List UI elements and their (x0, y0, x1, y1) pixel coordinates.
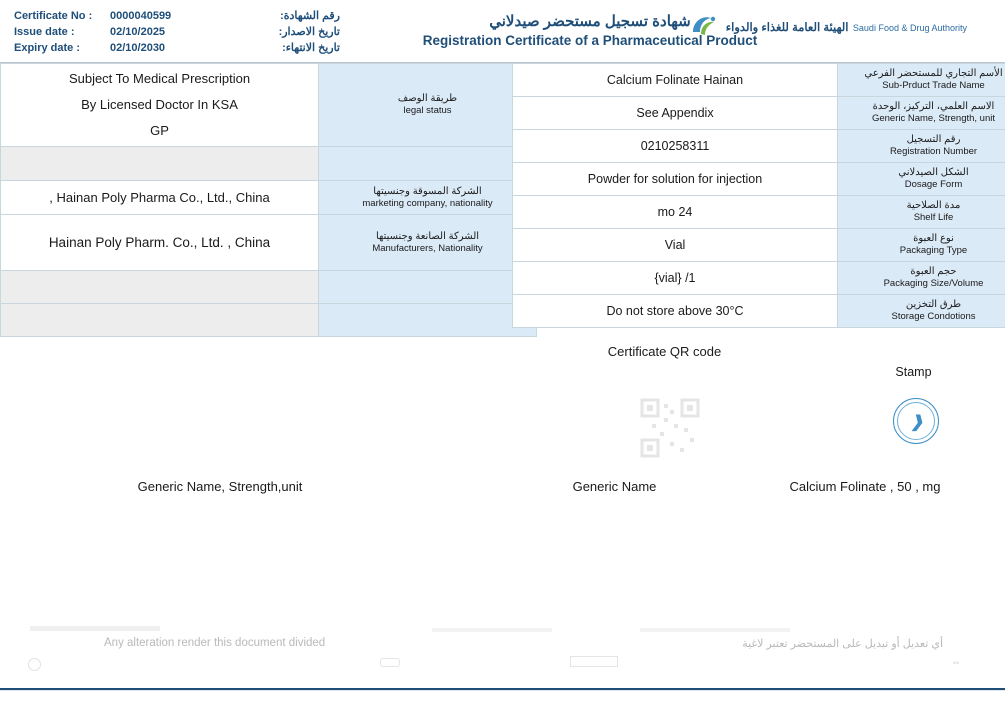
packaging-type-value: Vial (513, 229, 838, 262)
blank-value (1, 304, 319, 337)
marketing-company-value: , Hainan Poly Pharma Co., Ltd., China (1, 181, 319, 215)
authority-name-ar: الهيئة العامة للغذاء والدواء (726, 22, 849, 34)
footer-faint-mark (28, 658, 41, 671)
manufacturer-label-ar: الشركة الصانعة وجنسيتها (325, 231, 530, 243)
table-row (513, 64, 1005, 97)
expiry-date-label-ar: تاريخ الانتهاء: (230, 40, 340, 56)
blank-value (1, 271, 319, 304)
sub-product-trade-name-value: Calcium Folinate Hainan (513, 64, 838, 97)
packaging-size-label (838, 262, 1005, 295)
footer-faint-mark: •• (953, 658, 959, 668)
footer-faint-mark (640, 628, 790, 632)
table-row (1, 304, 537, 337)
table-row (1, 147, 537, 181)
stamp-caption: Stamp (824, 365, 1003, 379)
qr-code-caption: Certificate QR code (512, 344, 817, 359)
storage-conditions-value: Do not store above 30°C (513, 295, 838, 328)
expiry-date-value: 02/10/2030 (110, 40, 230, 56)
table-row (513, 229, 1005, 262)
packaging-type-label-ar: نوع العبوة (844, 233, 1005, 245)
table-row (1, 271, 537, 304)
table-row (513, 97, 1005, 130)
footer-faint-mark (570, 656, 618, 667)
packaging-type-label (838, 229, 1005, 262)
table-row (513, 262, 1005, 295)
certificate-no-value: 0000040599 (110, 8, 230, 24)
certificate-title-en: Registration Certificate of a Pharmaceutical Product (380, 32, 800, 50)
authority-name-en: Saudi Food & Drug Authority (853, 23, 967, 33)
appendix-generic-name-value: Calcium Folinate , 50 , mg (760, 479, 970, 494)
table-row (513, 163, 1005, 196)
blank-label (319, 304, 537, 337)
sfda-logo-icon (689, 12, 719, 42)
qr-code-icon (640, 398, 700, 458)
issue-date-label-ar: تاريخ الاصدار: (230, 24, 340, 40)
issue-date-label: Issue date : (14, 24, 110, 40)
appendix-generic-name-label: Generic Name (512, 479, 717, 494)
generic-name-strength-label-ar: الاسم العلمي، التركيز، الوحدة (844, 101, 1005, 113)
certificate-no-label-ar: رقم الشهادة: (230, 8, 340, 24)
packaging-size-label-en: Packaging Size/Volume (844, 278, 1005, 290)
header-field-row (14, 8, 374, 24)
header-field-row (14, 40, 374, 56)
legal-status-label (319, 64, 537, 147)
blank-value (1, 147, 319, 181)
legal-status-line: Subject To Medical Prescription (7, 66, 312, 92)
registration-number-label-ar: رقم التسجيل (844, 134, 1005, 146)
dosage-form-label (838, 163, 1005, 196)
packaging-size-label-ar: حجم العبوة (844, 266, 1005, 278)
packaging-size-value: {vial} /1 (513, 262, 838, 295)
dosage-form-label-ar: الشكل الصيدلاني (844, 167, 1005, 179)
sub-product-trade-name-label (838, 64, 1005, 97)
bottom-strip (0, 690, 1005, 712)
shelf-life-label-en: Shelf Life (844, 212, 1005, 224)
manufacturer-value: Hainan Poly Pharm. Co., Ltd. , China (1, 215, 319, 271)
shelf-life-value: mo 24 (513, 196, 838, 229)
sub-product-trade-name-label-en: Sub-Prduct Trade Name (844, 80, 1005, 92)
shelf-life-label-ar: مدة الصلاحية (844, 200, 1005, 212)
manufacturer-label (319, 215, 537, 271)
issue-date-value: 02/10/2025 (110, 24, 230, 40)
legal-status-value (1, 64, 319, 147)
table-row (513, 196, 1005, 229)
certificate-tables (0, 63, 1005, 363)
registration-number-label (838, 130, 1005, 163)
legal-status-label-en: legal status (325, 105, 530, 117)
legal-status-label-ar: طريقة الوصف (325, 93, 530, 105)
storage-conditions-label (838, 295, 1005, 328)
expiry-date-label: Expiry date : (14, 40, 110, 56)
certificate-title-ar: شهادة تسجيل مستحضر صيدلاني (380, 12, 800, 32)
legal-status-line: By Licensed Doctor In KSA (7, 92, 312, 118)
storage-conditions-label-ar: طرق التخزين (844, 299, 1005, 311)
packaging-type-label-en: Packaging Type (844, 245, 1005, 257)
table-row (513, 295, 1005, 328)
stamp-glyph: ❱ (894, 399, 940, 445)
marketing-company-label-en: marketing company, nationality (325, 198, 530, 210)
authority-name (726, 18, 967, 36)
footer-faint-mark (432, 628, 552, 632)
header-fields (14, 8, 374, 56)
generic-name-strength-label-en: Generic Name, Strength, unit (844, 113, 1005, 125)
footer-note-ar: أي تعديل أو تبديل على المستحضر تعتبر لاغية (742, 637, 943, 650)
blank-label (319, 147, 537, 181)
legal-status-line: GP (7, 118, 312, 144)
registration-number-value: 0210258311 (513, 130, 838, 163)
registration-number-label-en: Registration Number (844, 146, 1005, 158)
generic-name-strength-value: See Appendix (513, 97, 838, 130)
shelf-life-label (838, 196, 1005, 229)
dosage-form-value: Powder for solution for injection (513, 163, 838, 196)
footer-faint-mark (30, 626, 160, 631)
certificate-no-label: Certificate No : (14, 8, 110, 24)
table-row (1, 64, 537, 147)
left-details-table (0, 63, 537, 337)
marketing-company-label (319, 181, 537, 215)
footer-note-en: Any alteration render this document divided (104, 637, 325, 649)
dosage-form-label-en: Dosage Form (844, 179, 1005, 191)
storage-conditions-label-en: Storage Condotions (844, 311, 1005, 323)
sub-product-trade-name-label-ar: الأسم التجاري للمستحضر الفرعي (844, 68, 1005, 80)
certificate-header (0, 0, 1005, 63)
authority-logo (689, 12, 967, 42)
appendix-header-generic: Generic Name, Strength,unit (60, 479, 380, 494)
table-row (513, 130, 1005, 163)
blank-label (319, 271, 537, 304)
table-row (1, 181, 537, 215)
qr-code-graphic (640, 398, 700, 458)
header-field-row (14, 24, 374, 40)
sfda-stamp-icon (893, 398, 939, 444)
table-row (1, 215, 537, 271)
generic-name-strength-label (838, 97, 1005, 130)
right-details-table (512, 63, 1005, 328)
marketing-company-label-ar: الشركة المسوقة وجنسيتها (325, 186, 530, 198)
footer-faint-mark (380, 658, 400, 667)
manufacturer-label-en: Manufacturers, Nationality (325, 243, 530, 255)
